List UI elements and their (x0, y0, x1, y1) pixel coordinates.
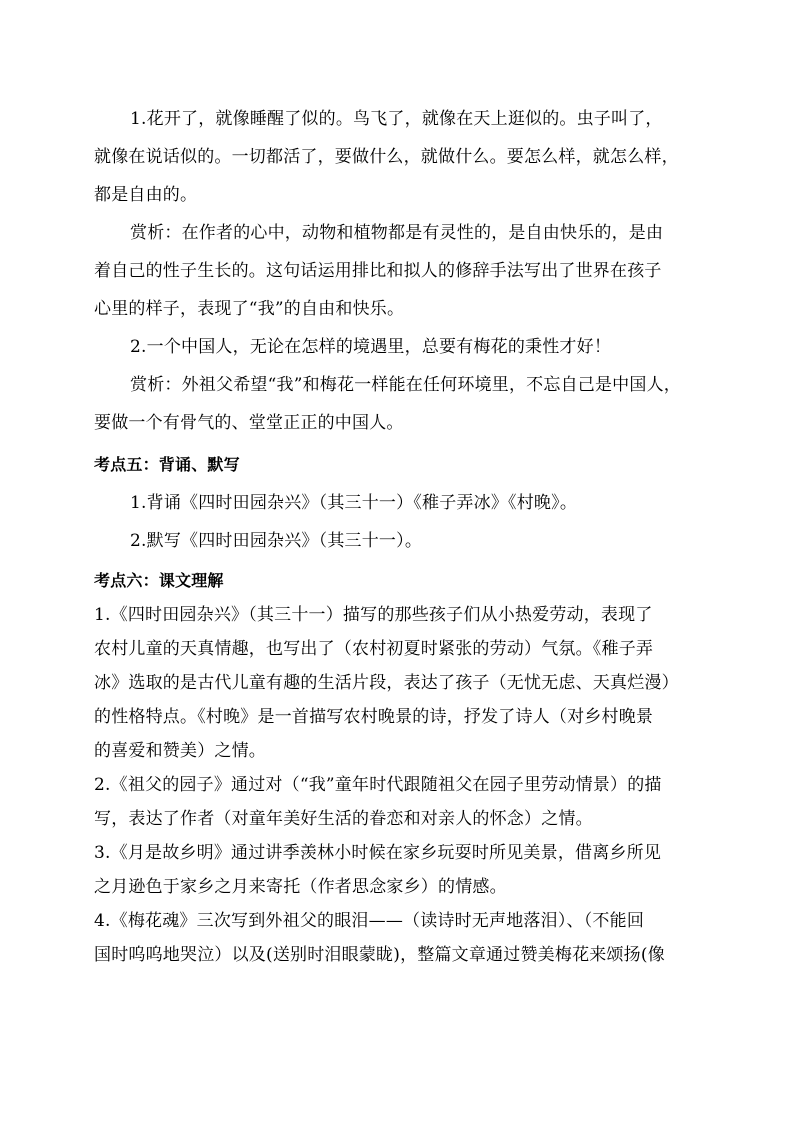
text-line: 心里的样子，表现了“我”的自由和快乐。 (94, 299, 405, 319)
text-line: 1.花开了，就像睡醒了似的。鸟飞了，就像在天上逛似的。虫子叫了， (130, 109, 663, 129)
quote-2-paragraph (94, 328, 714, 366)
text-line: 要做一个有骨气的、堂堂正正的中国人。 (94, 413, 404, 433)
text-line: 赏析：外祖父希望“我”和梅花一样能在任何环境里，不忘自己是中国人， (130, 375, 681, 395)
list-item (94, 598, 714, 768)
text-line: 国时呜呜地哭泣）以及(送别时泪眼蒙眬)，整篇文章通过赞美梅花来颂扬(像 (94, 945, 665, 965)
text-line: 的喜爱和赞美）之情。 (94, 741, 266, 761)
document-page (94, 100, 714, 972)
list-item (94, 768, 714, 836)
quote-1-paragraph (94, 100, 714, 214)
section-5 (94, 446, 714, 560)
analysis-2-paragraph (94, 366, 714, 442)
text-line: 之月逊色于家乡之月来寄托（作者思念家乡）的情感。 (94, 877, 507, 897)
text-line: 2.《祖父的园子》通过对（“我”童年时代跟随祖父在园子里劳动情景）的描 (94, 775, 662, 795)
text-line: 4.《梅花魂》三次写到外祖父的眼泪——（读诗时无声地落泪）、（不能回 (94, 911, 645, 931)
analysis-1-paragraph (94, 214, 714, 328)
section-5-heading: 考点五：背诵、默写 (94, 455, 240, 474)
text-line: 着自己的性子生长的。这句话运用排比和拟人的修辞手法写出了世界在孩子 (94, 261, 662, 281)
text-line: 1.《四时田园杂兴》（其三十一）描写的那些孩子们从小热爱劳动，表现了 (94, 605, 653, 625)
text-line: 3.《月是故乡明》通过讲季羡林小时候在家乡玩耍时所见美景，借离乡所见 (94, 843, 662, 863)
text-line: 冰》选取的是古代儿童有趣的生活片段，表达了孩子（无忧无虑、天真烂漫） (94, 673, 679, 693)
list-item (94, 836, 714, 904)
list-item: 1.背诵《四时田园杂兴》（其三十一）《稚子弄冰》《村晚》。 (130, 493, 578, 513)
list-item (94, 904, 714, 972)
text-line: 的性格特点。《村晚》是一首描写农村晚景的诗，抒发了诗人（对乡村晚景 (94, 707, 654, 727)
text-line: 写，表达了作者（对童年美好生活的眷恋和对亲人的怀念）之情。 (94, 809, 593, 829)
text-line: 2.一个中国人，无论在怎样的境遇里，总要有梅花的秉性才好！ (130, 337, 612, 357)
text-line: 赏析：在作者的心中，动物和植物都是有灵性的，是自由快乐的，是由 (130, 223, 664, 243)
section-6 (94, 564, 714, 972)
text-line: 农村儿童的天真情趣，也写出了（农村初夏时紧张的劳动）气氛。《稚子弄 (94, 639, 654, 659)
list-item: 2.默写《四时田园杂兴》（其三十一）。 (130, 531, 423, 551)
text-line: 就像在说话似的。一切都活了，要做什么，就做什么。要怎么样，就怎么样， (94, 147, 679, 167)
text-line: 都是自由的。 (94, 185, 198, 205)
section-6-heading: 考点六：课文理解 (94, 571, 224, 590)
